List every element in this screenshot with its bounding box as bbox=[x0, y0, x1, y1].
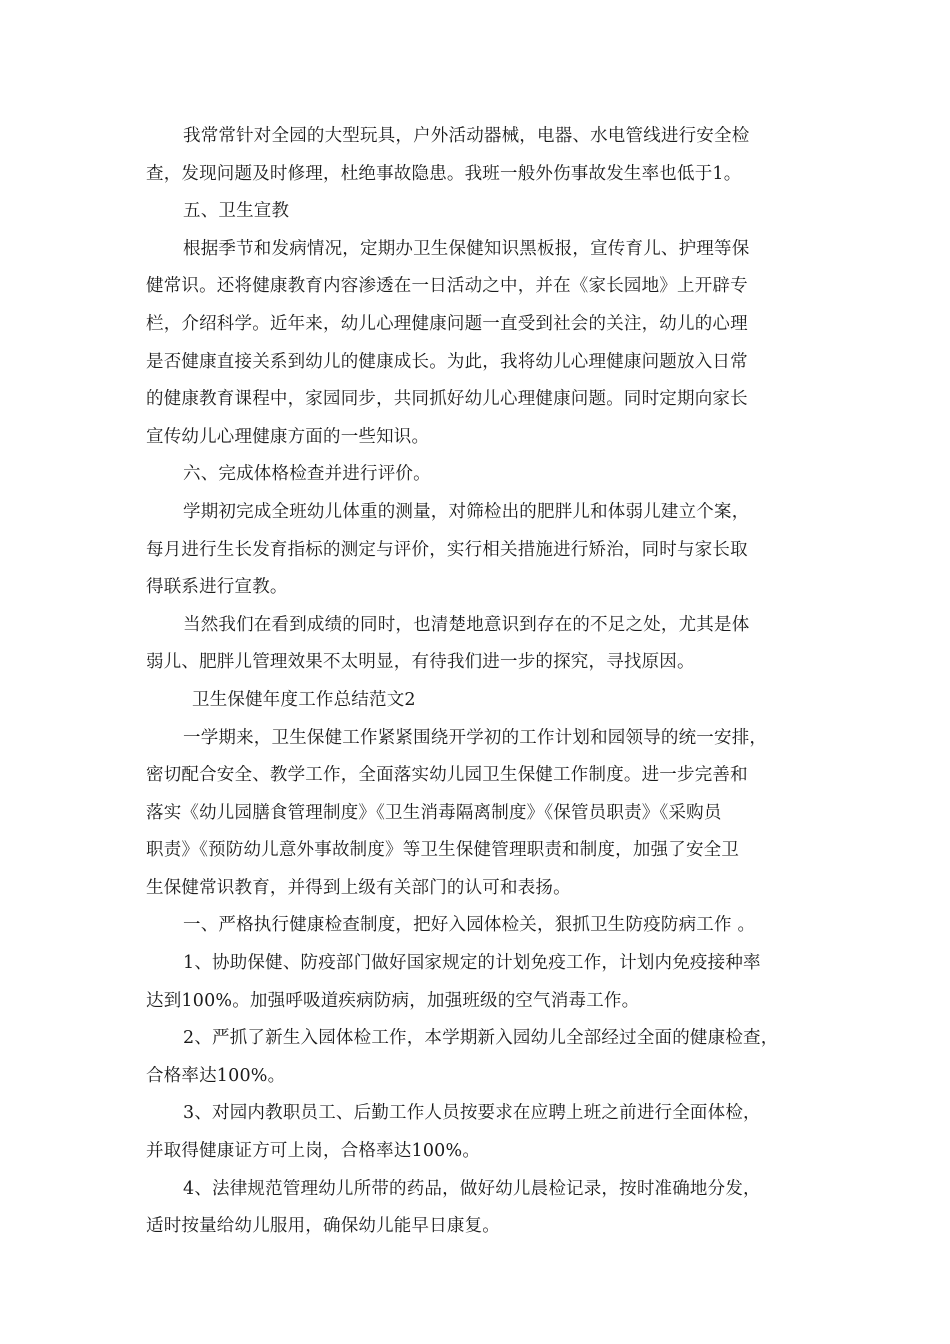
text-line: 落实《幼儿园膳食管理制度》《卫生消毒隔离制度》《保管员职责》《采购员 bbox=[146, 802, 722, 823]
text-line: 查，发现问题及时修理，杜绝事故隐患。我班一般外伤事故发生率也低于1。 bbox=[146, 163, 742, 184]
text-line: 学期初完成全班幼儿体重的测量，对筛检出的肥胖儿和体弱儿建立个案， bbox=[183, 501, 750, 522]
text-line: 栏，介绍科学。近年来，幼儿心理健康问题一直受到社会的关注，幼儿的心理 bbox=[146, 313, 748, 334]
text-line: 4、法律规范管理幼儿所带的药品，做好幼儿晨检记录，按时准确地分发， bbox=[183, 1178, 761, 1199]
text-line: 六、完成体格检查并进行评价。 bbox=[183, 464, 431, 485]
text-line: 根据季节和发病情况，定期办卫生保健知识黑板报，宣传育儿、护理等保 bbox=[183, 238, 750, 259]
text-line: 达到100%。加强呼吸道疾病防病，加强班级的空气消毒工作。 bbox=[146, 990, 640, 1011]
text-line: 的健康教育课程中，家园同步，共同抓好幼儿心理健康问题。同时定期向家长 bbox=[146, 389, 748, 410]
text-line: 适时按量给幼儿服用，确保幼儿能早日康复。 bbox=[146, 1216, 500, 1237]
text-line: 并取得健康证方可上岗，合格率达100%。 bbox=[146, 1141, 481, 1162]
text-line: 合格率达100%。 bbox=[146, 1065, 286, 1086]
text-line: 2、严抓了新生入园体检工作，本学期新入园幼儿全部经过全面的健康检查， bbox=[183, 1028, 779, 1049]
document-body bbox=[146, 118, 826, 1246]
text-line: 每月进行生长发育指标的测定与评价，实行相关措施进行矫治，同时与家长取 bbox=[146, 539, 748, 560]
text-line: 得联系进行宣教。 bbox=[146, 577, 288, 598]
text-line: 我常常针对全园的大型玩具，户外活动器械，电器、水电管线进行安全检 bbox=[183, 126, 750, 146]
text-line: 健常识。还将健康教育内容渗透在一日活动之中，并在《家长园地》上开辟专 bbox=[146, 276, 748, 297]
text-line: 一、严格执行健康检查制度，把好入园体检关，狠抓卫生防疫防病工作 。 bbox=[183, 915, 756, 936]
text-line: 3、对园内教职员工、后勤工作人员按要求在应聘上班之前进行全面体检， bbox=[183, 1103, 761, 1124]
section-title: 卫生保健年度工作总结范文2 bbox=[192, 689, 416, 710]
text-line: 当然我们在看到成绩的同时，也清楚地意识到存在的不足之处，尤其是体 bbox=[183, 614, 750, 635]
text-line: 一学期来，卫生保健工作紧紧围绕开学初的工作计划和园领导的统一安排， bbox=[183, 727, 768, 748]
text-line: 是否健康直接关系到幼儿的健康成长。为此，我将幼儿心理健康问题放入日常 bbox=[146, 351, 748, 372]
text-line: 生保健常识教育，并得到上级有关部门的认可和表扬。 bbox=[146, 877, 571, 898]
text-line: 弱儿、肥胖儿管理效果不太明显，有待我们进一步的探究，寻找原因。 bbox=[146, 652, 695, 673]
text-line: 五、卫生宣教 bbox=[183, 201, 290, 222]
text-line: 职责》《预防幼儿意外事故制度》等卫生保健管理职责和制度，加强了安全卫 bbox=[146, 840, 740, 861]
text-line: 宣传幼儿心理健康方面的一些知识。 bbox=[146, 426, 430, 447]
text-line: 密切配合安全、教学工作，全面落实幼儿园卫生保健工作制度。进一步完善和 bbox=[146, 765, 748, 786]
text-line: 1、协助保健、防疫部门做好国家规定的计划免疫工作，计划内免疫接种率 bbox=[183, 953, 761, 974]
